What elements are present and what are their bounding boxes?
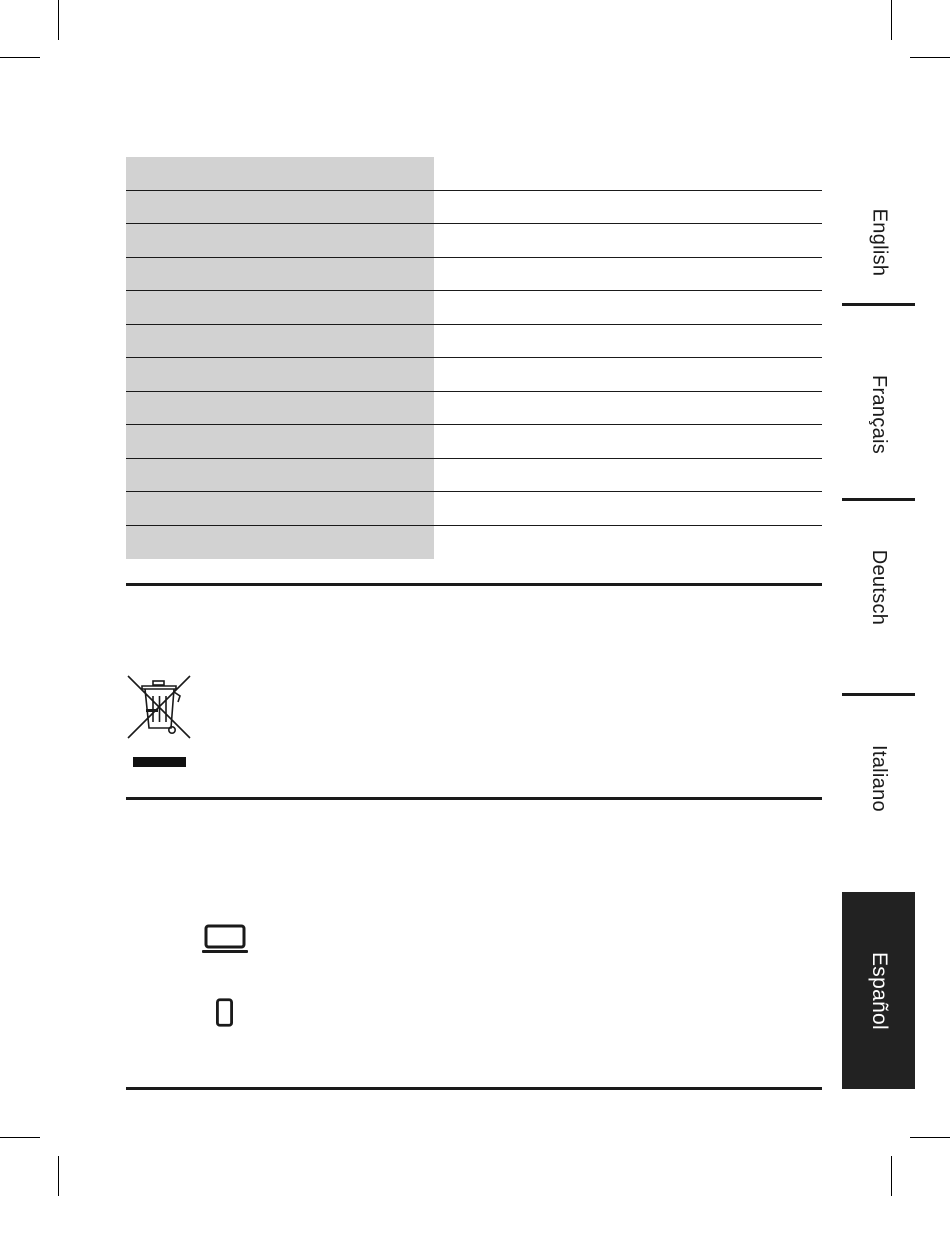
crop-mark (891, 0, 892, 40)
crop-mark (0, 57, 40, 58)
spec-label (126, 392, 434, 426)
spec-value (434, 325, 822, 359)
spec-table (126, 157, 822, 559)
spec-row (126, 425, 822, 459)
language-tab-5[interactable] (842, 892, 915, 1089)
crop-mark (58, 0, 59, 40)
spec-row (126, 392, 822, 426)
tab-separator (842, 693, 915, 696)
spec-row (126, 224, 822, 258)
spec-row (126, 492, 822, 526)
spec-value (434, 224, 822, 258)
laptop-icon (202, 922, 248, 955)
spec-row (126, 526, 822, 560)
language-tab-label: Italiano (868, 744, 890, 812)
language-tab-label: English (867, 208, 890, 277)
language-tab-label: Deutsch (868, 549, 891, 625)
spec-value (434, 492, 822, 526)
spec-label (126, 325, 434, 359)
spec-value (434, 358, 822, 392)
spec-value (434, 392, 822, 426)
section-divider (126, 583, 822, 586)
spec-label (126, 291, 434, 325)
section-divider (126, 797, 822, 800)
spec-label (126, 425, 434, 459)
spec-label (126, 191, 434, 225)
tab-separator (842, 498, 915, 501)
spec-value (434, 425, 822, 459)
language-tab-4[interactable] (842, 695, 915, 892)
spec-value (434, 258, 822, 292)
crop-mark (910, 1137, 950, 1138)
spec-label (126, 459, 434, 493)
language-tab-3[interactable] (842, 500, 915, 695)
spec-value (434, 291, 822, 325)
spec-label (126, 224, 434, 258)
smartphone-icon (216, 997, 233, 1028)
section-divider (126, 1087, 822, 1090)
crop-mark (0, 1137, 40, 1138)
spec-row (126, 358, 822, 392)
language-tab-label: Español (867, 951, 891, 1030)
spec-row (126, 258, 822, 292)
language-tab-label: Français (868, 374, 890, 454)
crossed-out-wheelie-bin-icon (124, 672, 194, 770)
spec-row (126, 291, 822, 325)
spec-value (434, 157, 822, 191)
spec-label (126, 492, 434, 526)
crop-mark (58, 1156, 59, 1196)
spec-label (126, 258, 434, 292)
spec-label (126, 526, 434, 560)
spec-label (126, 358, 434, 392)
tab-separator (842, 303, 915, 306)
language-tab-1[interactable] (842, 157, 915, 305)
crop-mark (910, 57, 950, 58)
spec-row (126, 157, 822, 191)
spec-row (126, 459, 822, 493)
crop-mark (891, 1156, 892, 1196)
spec-label (126, 157, 434, 191)
spec-value (434, 526, 822, 560)
language-tab-2[interactable] (842, 305, 915, 500)
spec-value (434, 459, 822, 493)
spec-row (126, 325, 822, 359)
spec-row (126, 191, 822, 225)
spec-value (434, 191, 822, 225)
